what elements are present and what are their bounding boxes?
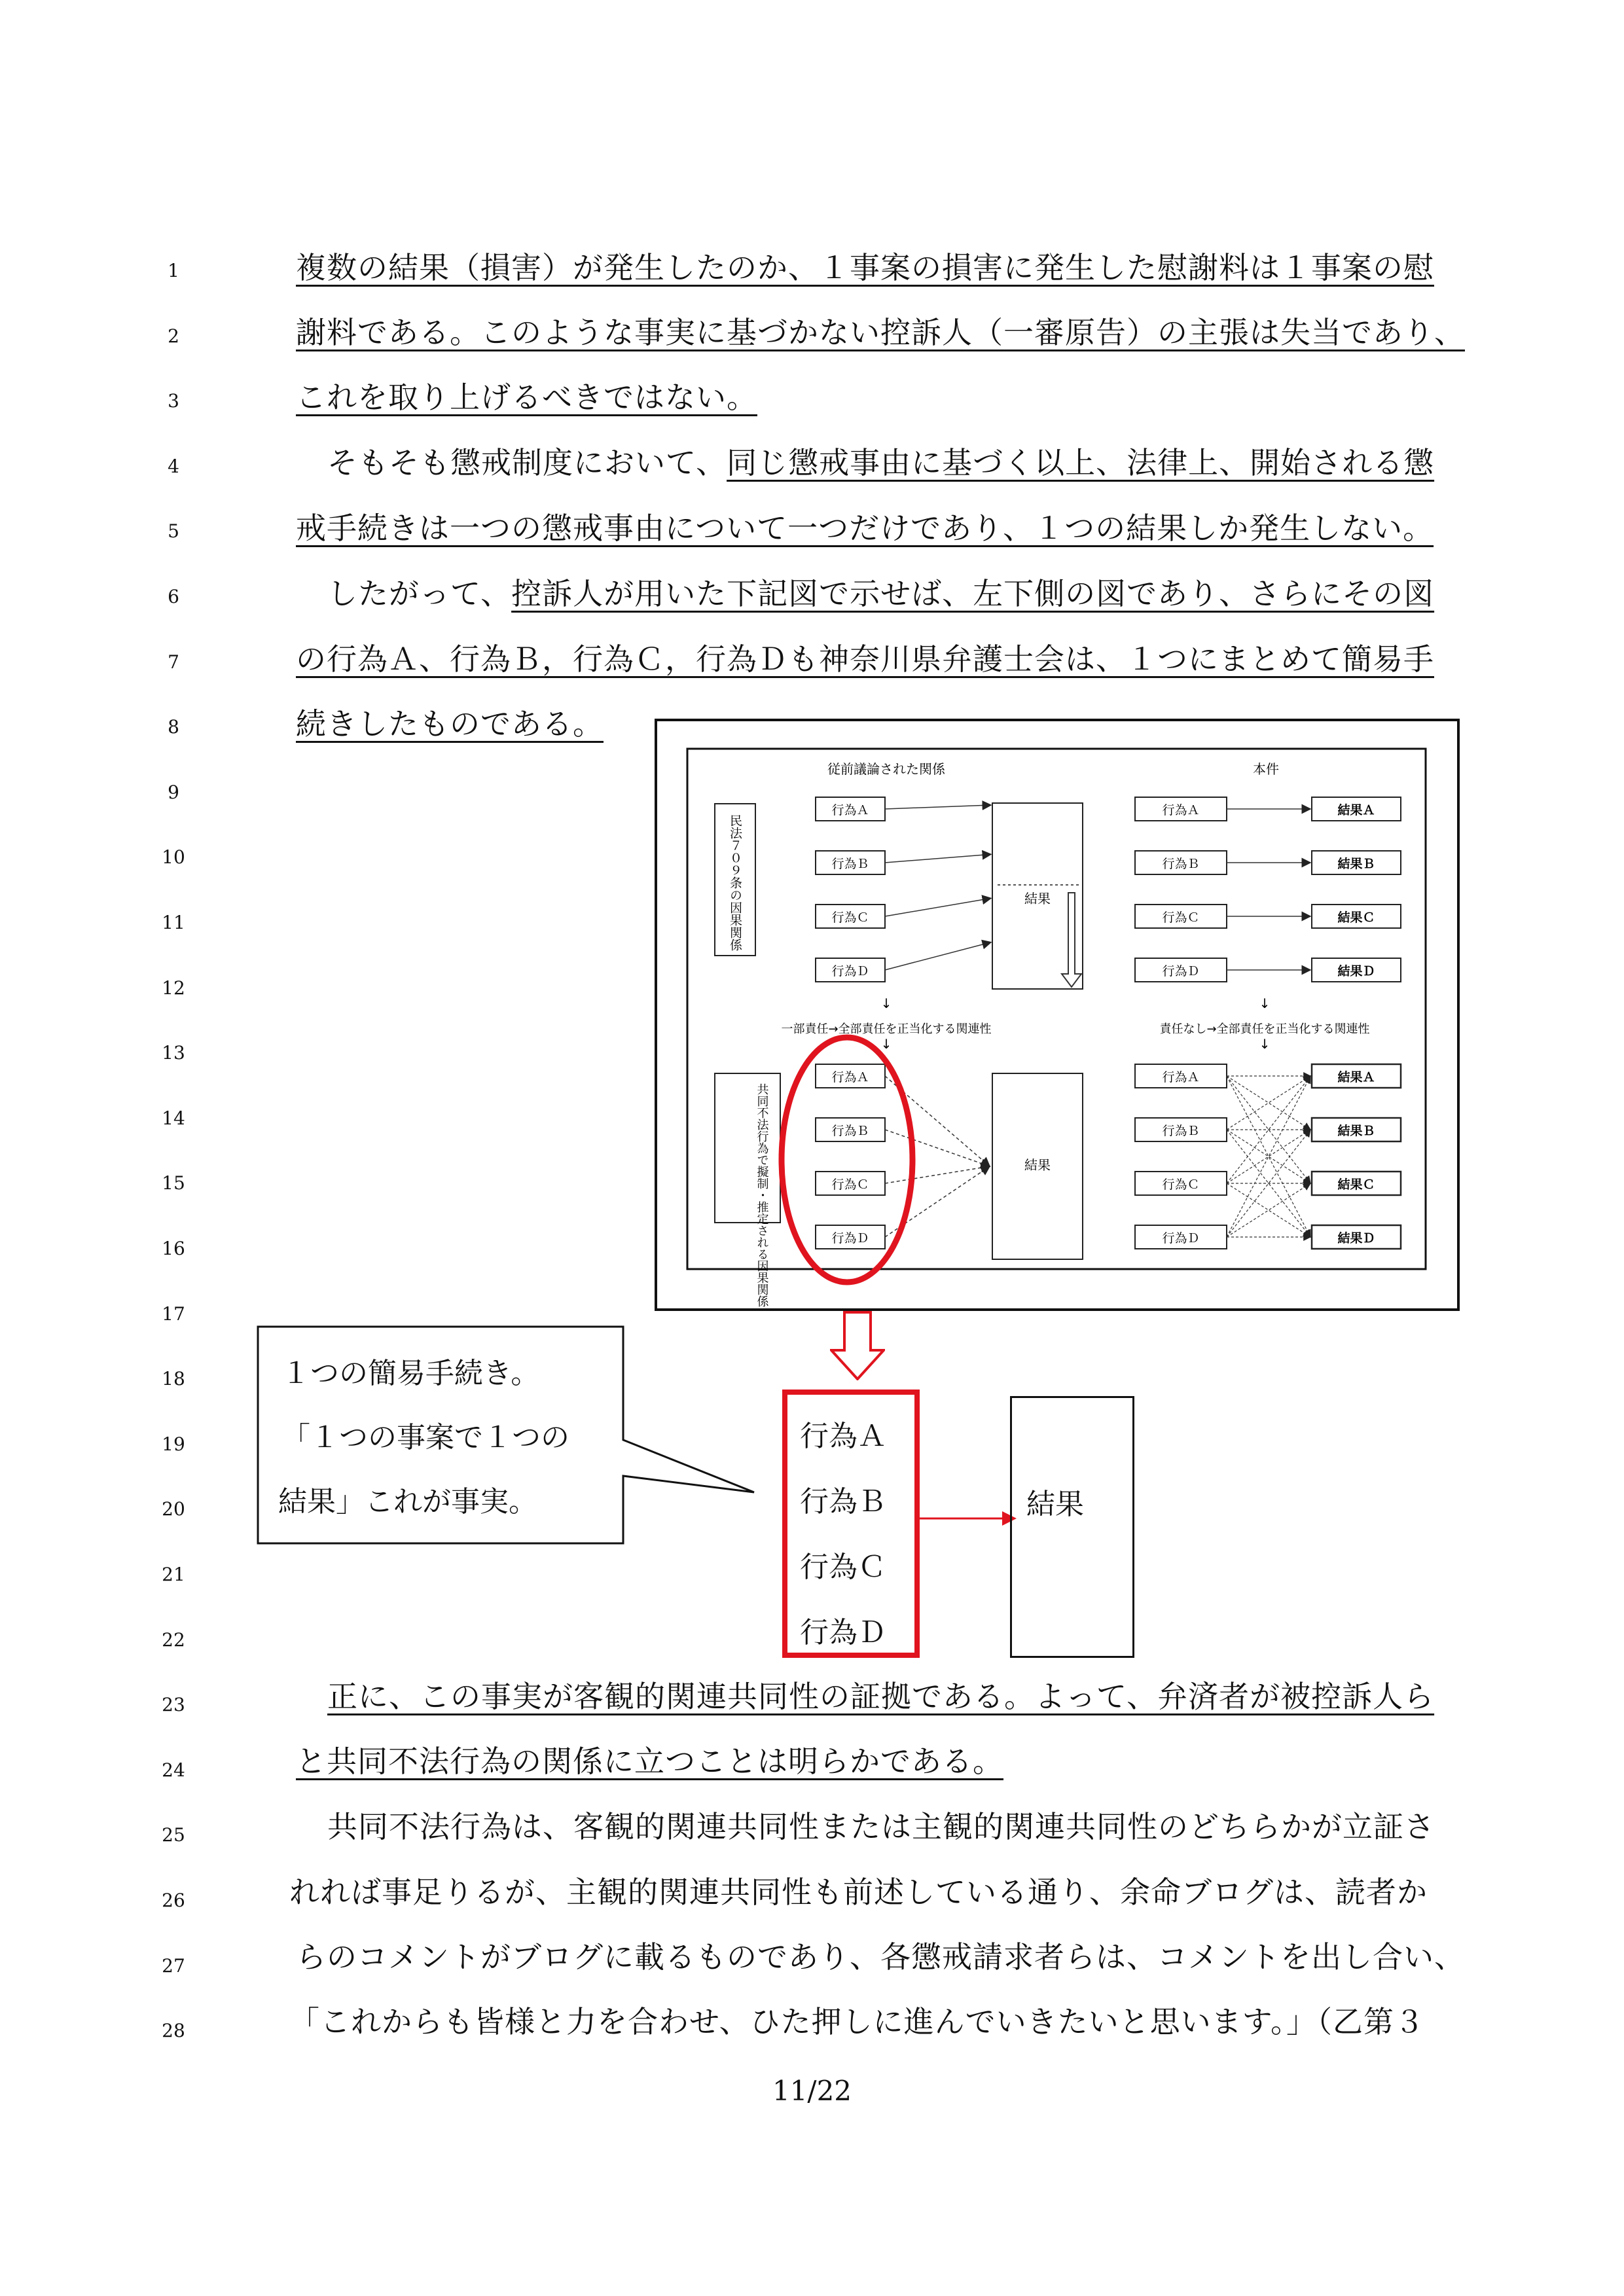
scanned-figure bbox=[655, 719, 1460, 1311]
line-number: 22 bbox=[162, 1628, 185, 1651]
fig-act-label: 行為Ｃ bbox=[1162, 1177, 1200, 1192]
fig-result-label: 結果Ｃ bbox=[1337, 1177, 1375, 1192]
fig-row-bottom-right bbox=[1135, 1076, 1401, 1249]
line-number: 2 bbox=[168, 325, 179, 347]
fig-act-label: 行為Ｃ bbox=[1162, 910, 1200, 925]
body-line-3: これを取り上げるべきではない。 bbox=[296, 380, 757, 415]
line-number: 9 bbox=[168, 781, 179, 803]
fig-row-bottom-right bbox=[1135, 1064, 1401, 1237]
label-top-vertical: 民法７０９条の因果関係 bbox=[728, 814, 742, 951]
line-number: 23 bbox=[162, 1694, 185, 1716]
line-number: 15 bbox=[162, 1172, 185, 1194]
fig-act-label: 行為Ｃ bbox=[831, 1177, 869, 1192]
callout-line-1: １つの簡易手続き。 bbox=[281, 1357, 540, 1390]
line-number: 14 bbox=[162, 1107, 185, 1129]
body-line-4-underlined: 同じ懲戒事由に基づく以上、法律上、開始される懲 bbox=[727, 445, 1435, 480]
body-line-7: の行為Ａ、行為Ｂ，行為Ｃ，行為Ｄも神奈川県弁護士会は、１つにまとめて簡易手 bbox=[296, 641, 1434, 677]
body-line-5: 戒手続きは一つの懲戒事由について一つだけであり、１つの結果しか発生しない。 bbox=[296, 511, 1434, 546]
red-right-arrow-icon bbox=[920, 1509, 1018, 1528]
page-number: 11/22 bbox=[772, 2075, 852, 2107]
mid-arrow-right: ↓ bbox=[1259, 996, 1271, 1011]
red-down-arrow-icon bbox=[830, 1311, 885, 1380]
fig-act-bottom bbox=[816, 1064, 990, 1166]
line-number: 1 bbox=[168, 260, 179, 281]
body-line-6-underlined: 控訴人が用いた下記図で示せば、左下側の図であり、さらにその図 bbox=[511, 576, 1435, 611]
label-bottom-vertical: 共同不法行為で擬制・推定される因果関係 bbox=[755, 1083, 769, 1307]
line-number: 20 bbox=[162, 1498, 185, 1520]
line-number: 21 bbox=[162, 1564, 185, 1585]
down-arrow-icon bbox=[1062, 893, 1081, 987]
mid-arrow-right-2: ↓ bbox=[1259, 1036, 1271, 1052]
mid-caption-left: 一部責任→全部責任を正当化する関連性 bbox=[781, 1022, 992, 1036]
fig-row-bottom-right bbox=[1135, 1076, 1401, 1237]
fig-result-label: 結果Ａ bbox=[1337, 803, 1375, 817]
top-left-result-label: 結果 bbox=[1024, 891, 1051, 906]
simple-act-label: 行為Ｂ bbox=[800, 1485, 886, 1518]
line-number: 4 bbox=[168, 455, 179, 477]
fig-row-top-right bbox=[1135, 851, 1401, 874]
body-line-6 bbox=[296, 576, 1435, 611]
fig-result-label: 結果Ｃ bbox=[1337, 910, 1375, 925]
fig-act-label: 行為Ｂ bbox=[831, 1124, 869, 1138]
fig-act-label: 行為Ｄ bbox=[1162, 1231, 1200, 1246]
line-number: 5 bbox=[168, 520, 179, 543]
top-left-acts bbox=[816, 797, 991, 982]
fig-act-label: 行為Ａ bbox=[1162, 803, 1200, 817]
body-line-24: と共同不法行為の関係に立つことは明らかである。 bbox=[296, 1744, 1003, 1779]
fig-act-label: 行為Ａ bbox=[831, 1070, 869, 1085]
bottom-left-result-label: 結果 bbox=[1024, 1157, 1051, 1173]
fig-act-label: 行為Ｄ bbox=[831, 964, 869, 978]
body-line-4 bbox=[296, 445, 1435, 480]
fig-row-top-right bbox=[1135, 958, 1401, 982]
callout-line-3: 結果」これが事実。 bbox=[278, 1485, 537, 1518]
figure-header-left: 従前議論された関係 bbox=[827, 761, 945, 777]
line-number: 6 bbox=[168, 586, 179, 607]
fig-act-top bbox=[816, 851, 991, 874]
fig-act-label: 行為Ａ bbox=[831, 803, 869, 817]
body-line-25: 共同不法行為は、客観的関連共同性または主観的関連共同性のどちらかが立証さ bbox=[327, 1809, 1435, 1844]
line-number: 18 bbox=[162, 1368, 185, 1390]
body-line-28: 「これからも皆様と力を合わせ、ひた押しに進んでいきたいと思います。」（乙第３ bbox=[289, 2004, 1425, 2039]
fig-result-label: 結果Ｄ bbox=[1337, 1231, 1375, 1246]
simple-act-label: 行為Ａ bbox=[800, 1420, 886, 1453]
line-number: 26 bbox=[162, 1890, 185, 1911]
mid-arrow-left: ↓ bbox=[880, 996, 892, 1011]
body-line-8: 続きしたものである。 bbox=[296, 706, 604, 742]
line-number: 27 bbox=[162, 1954, 185, 1977]
fig-result-label: 結果Ｂ bbox=[1337, 1124, 1375, 1138]
fig-act-label: 行為Ｄ bbox=[1162, 964, 1200, 978]
line-number: 24 bbox=[162, 1759, 185, 1781]
bottom-right-rows bbox=[1135, 1064, 1401, 1249]
line-number: 17 bbox=[162, 1302, 185, 1325]
fig-act-label: 行為Ｄ bbox=[831, 1231, 869, 1246]
fig-act-bottom bbox=[816, 1166, 990, 1195]
mid-arrow-left-2: ↓ bbox=[880, 1036, 892, 1052]
line-number: 10 bbox=[162, 846, 185, 869]
fig-act-top bbox=[816, 797, 991, 821]
body-line-2: 謝料である。このような事実に基づかない控訴人（一審原告）の主張は失当であり、 bbox=[296, 315, 1465, 350]
fig-result-label: 結果Ｂ bbox=[1337, 857, 1375, 871]
line-number: 3 bbox=[168, 390, 179, 412]
body-line-4-lead: そもそも懲戒制度において、 bbox=[327, 445, 727, 480]
fig-row-top-right bbox=[1135, 905, 1401, 928]
fig-act-bottom bbox=[816, 1118, 990, 1166]
body-line-26: れれば事足りるが、主観的関連共同性も前述している通り、余命ブログは、読者か bbox=[289, 1874, 1428, 1910]
body-line-6-lead: したがって、 bbox=[327, 576, 512, 611]
line-number: 11 bbox=[162, 912, 185, 933]
fig-act-label: 行為Ｂ bbox=[831, 857, 869, 871]
line-number: 8 bbox=[168, 716, 179, 738]
line-number: 13 bbox=[162, 1042, 185, 1064]
simple-act-label: 行為Ｄ bbox=[800, 1616, 886, 1649]
fig-act-label: 行為Ｃ bbox=[831, 910, 869, 925]
figure-inner-frame bbox=[687, 749, 1426, 1269]
callout-line-2: 「１つの事案で１つの bbox=[281, 1421, 569, 1454]
fig-act-top bbox=[816, 942, 991, 982]
fig-row-bottom-right bbox=[1135, 1076, 1401, 1237]
line-number: 7 bbox=[168, 651, 179, 673]
label-box-bottom bbox=[715, 1073, 780, 1223]
fig-act-top bbox=[816, 898, 991, 928]
simple-act-label: 行為Ｃ bbox=[800, 1551, 886, 1584]
body-line-1: 複数の結果（損害）が発生したのか、１事案の損害に発生した慰謝料は１事案の慰 bbox=[296, 250, 1434, 285]
line-number: 12 bbox=[162, 977, 185, 999]
simple-result-box bbox=[1010, 1396, 1134, 1658]
fig-result-label: 結果Ｄ bbox=[1337, 964, 1375, 978]
body-line-27: らのコメントがブログに載るものであり、各懲戒請求者らは、コメントを出し合い、 bbox=[296, 1939, 1465, 1975]
simple-result-label: 結果 bbox=[1026, 1488, 1084, 1521]
top-right-rows bbox=[1135, 797, 1401, 982]
fig-act-label: 行為Ｂ bbox=[1162, 857, 1200, 871]
line-number: 19 bbox=[162, 1433, 185, 1455]
fig-row-top-right bbox=[1135, 797, 1401, 821]
line-number: 25 bbox=[162, 1824, 185, 1846]
body-line-23: 正に、この事実が客観的関連共同性の証拠である。よって、弁済者が被控訴人ら bbox=[327, 1679, 1435, 1714]
line-number: 28 bbox=[162, 2020, 185, 2042]
fig-result-label: 結果Ａ bbox=[1337, 1070, 1375, 1085]
line-number: 16 bbox=[162, 1238, 185, 1259]
fig-act-label: 行為Ｂ bbox=[1162, 1124, 1200, 1138]
figure-diagram bbox=[657, 721, 1457, 1308]
mid-caption-right: 責任なし→全部責任を正当化する関連性 bbox=[1159, 1022, 1370, 1036]
fig-act-label: 行為Ａ bbox=[1162, 1070, 1200, 1085]
figure-header-right: 本件 bbox=[1253, 761, 1279, 777]
